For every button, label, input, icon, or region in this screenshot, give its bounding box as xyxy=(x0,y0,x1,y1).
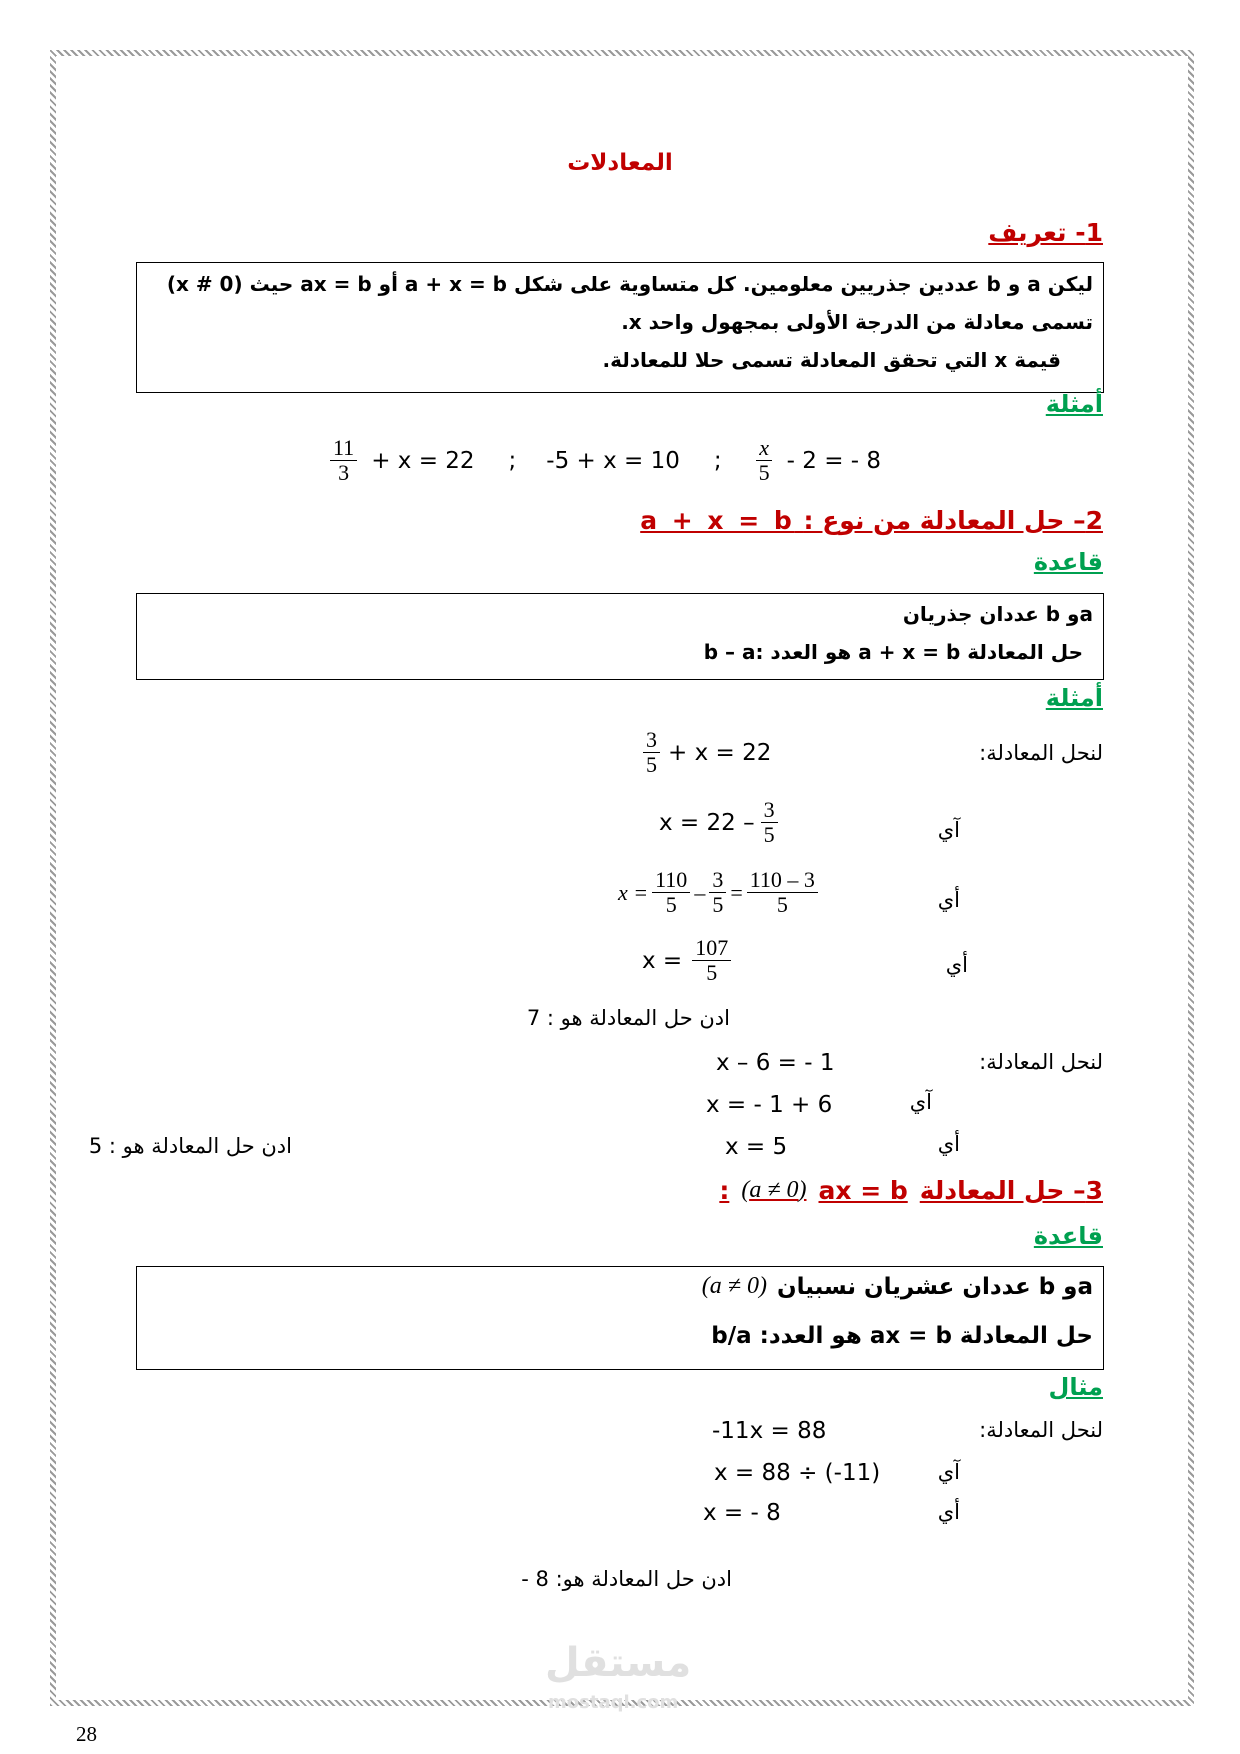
eq-b1: x – 6 = - 1 xyxy=(716,1050,835,1076)
rule-3-line-1: aو b عددان عشريان نسبيان (a ≠ 0) xyxy=(701,1273,1093,1300)
definition-box xyxy=(136,262,1104,393)
conclusion-c: ادن حل المعادلة هو: 8 - xyxy=(521,1567,732,1591)
rule-box-3 xyxy=(136,1266,1104,1370)
examples-label-1: أمثلة xyxy=(1045,390,1103,418)
eq-c3: x = - 8 xyxy=(703,1500,781,1526)
conclusion-b: ادن حل المعادلة هو : 5 xyxy=(88,1134,292,1158)
fraction-107-5: $\frac{107}{5}$ xyxy=(692,936,731,985)
examples-label-2: أمثلة xyxy=(1045,684,1103,712)
ie-label: أي xyxy=(937,1132,960,1156)
rule-3-line-2: حل المعادلة ax = b هو العدد: b/a xyxy=(711,1323,1093,1349)
separator: ; xyxy=(713,447,722,474)
watermark-url: mostaql.com xyxy=(548,1692,679,1713)
eq-a4: x = $\frac{107}{5}$ xyxy=(642,936,731,985)
definition-line-1: ليكن a و b عددين جذريين معلومين. كل متساوية على شكل a + x = b أو ax = b حيث (x # 0) xyxy=(166,272,1093,296)
rule-label-3: قاعدة xyxy=(1033,1222,1103,1250)
solve-label-a: لنحل المعادلة: xyxy=(979,741,1103,765)
example-label-3: مثال xyxy=(1048,1373,1103,1401)
ie-label: أي xyxy=(937,1500,960,1524)
fraction-3-5: $\frac{3}{5}$ xyxy=(643,728,660,777)
ie-label: آي xyxy=(937,1460,960,1484)
eq-c2: x = 88 ÷ (-11) xyxy=(714,1460,881,1486)
rule-box-2 xyxy=(136,593,1104,680)
eq-c1: -11x = 88 xyxy=(712,1418,827,1444)
solve-label-c: لنحل المعادلة: xyxy=(979,1418,1103,1442)
rule-2-line-2: حل المعادلة a + x = b هو العدد :b – a xyxy=(703,640,1083,664)
solve-label-b: لنحل المعادلة: xyxy=(979,1050,1103,1074)
eq-a1: $\frac{3}{5}$ + x = 22 xyxy=(643,728,771,777)
page-number: 28 xyxy=(76,1722,97,1746)
eq-a2: x = 22 – $\frac{3}{5}$ xyxy=(659,798,778,847)
watermark-logo: مستقل xyxy=(545,1640,692,1686)
example-3-rest: - 2 = - 8 xyxy=(786,447,882,474)
fraction-3-5: $\frac{3}{5}$ xyxy=(761,798,778,847)
ie-label: آي xyxy=(909,1090,932,1114)
ie-label: أي xyxy=(945,953,968,977)
section-1-heading: 1- تعريف xyxy=(988,218,1103,247)
ie-label: أي xyxy=(937,888,960,912)
fraction-x-5: $\frac{x}{5}$ xyxy=(756,436,773,485)
example-2: -5 + x = 10 xyxy=(546,447,680,474)
rule-2-line-1: aو b عددان جذريان xyxy=(902,602,1093,626)
page-title: المعادلات xyxy=(567,150,673,176)
definition-line-3: قيمة x التي تحقق المعادلة تسمى حلا للمعادلة. xyxy=(602,348,1061,372)
examples-row xyxy=(330,436,881,485)
fraction-11-3: $\frac{11}{3}$ xyxy=(330,436,357,485)
separator: ; xyxy=(508,447,517,474)
ie-label: آي xyxy=(937,818,960,842)
eq-b2: x = - 1 + 6 xyxy=(706,1092,833,1118)
definition-line-2: تسمى معادلة من الدرجة الأولى بمجهول واحد x. xyxy=(621,310,1093,334)
example-1-rest: + x = 22 xyxy=(371,447,475,474)
section-3-heading: 3– حل المعادلة ax = b (a ≠ 0) : xyxy=(719,1176,1103,1205)
rule-label-2: قاعدة xyxy=(1033,548,1103,576)
conclusion-a: ادن حل المعادلة هو : 7 xyxy=(526,1006,730,1030)
eq-a3: x = $\frac{110}{5}$ – $\frac{3}{5}$ = $\frac{110 - 3}{5}$ xyxy=(618,868,818,917)
section-2-heading: 2– حل المعادلة من نوع : a + x = b xyxy=(640,506,1103,535)
eq-b3: x = 5 xyxy=(725,1134,788,1160)
